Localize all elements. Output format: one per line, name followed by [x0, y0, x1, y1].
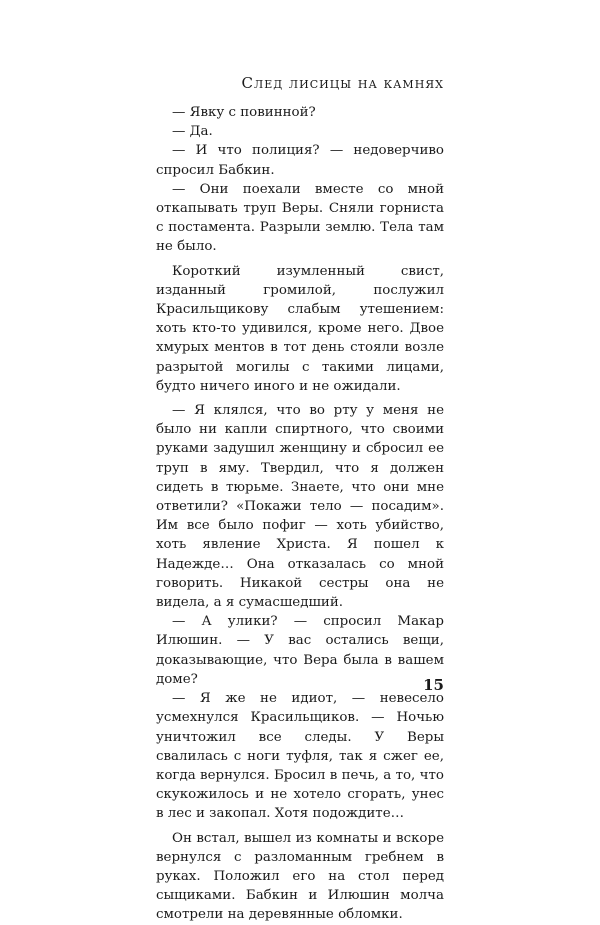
paragraph: — Да.	[172, 124, 213, 140]
paragraph: — Они поехали вместе со мной откапывать труп Веры. Сняли горниста с постамента. Разрыли землю. Тела там не было.	[156, 181, 444, 255]
paragraph: — Я клялся, что во рту у меня не было ни капли спиртного, что своими руками задушил женщину и сбросил ее труп в яму. Твердил, что я должен сидеть в тюрьме. Знаете, что они мне ответили? «Покажи тело — посадим». Им все было пофиг — хоть убийство, хоть явление Христа. Я пошел к Надежде… Она отказалась со мной говорить. Никакой сестры она не видела, а я сумасшедший.	[156, 403, 444, 611]
page-number: 15	[423, 676, 444, 694]
paragraph: — А улики? — спросил Макар Илюшин. — У вас остались вещи, доказывающие, что Вера была в вашем доме?	[156, 614, 444, 687]
paragraph: Короткий изумленный свист, изданный громилой, послужил Красильщикову слабым утешением: хоть кто-то удивился, кроме него. Двое хмурых ментов в тот день стояли возле разрытой могилы с такими лицами, будто ничего иного и не ожидали.	[156, 263, 444, 394]
paragraph: — Явку с повинной?	[172, 105, 316, 120]
paragraph: — И что полиция? — недоверчиво спросил Бабкин.	[156, 143, 444, 178]
body-text	[156, 103, 444, 925]
running-title: След лисицы на камнях	[241, 74, 444, 92]
paragraph: — Я же не идиот, — невесело усмехнулся Красильщиков. — Ночью уничтожил все следы. У Веры свалилась с ноги туфля, так я сжег ее, когда вернулся. Бросил в печь, а то, что скукожилось и не хотело сгорать, унес в лес и закопал. Хотя подождите…	[156, 691, 444, 822]
paragraph: Он встал, вышел из комнаты и вскоре вернулся с разломанным гребнем в руках. Положил его на стол перед сыщиками. Бабкин и Илюшин молча смотрели на деревянные обломки.	[156, 830, 444, 923]
